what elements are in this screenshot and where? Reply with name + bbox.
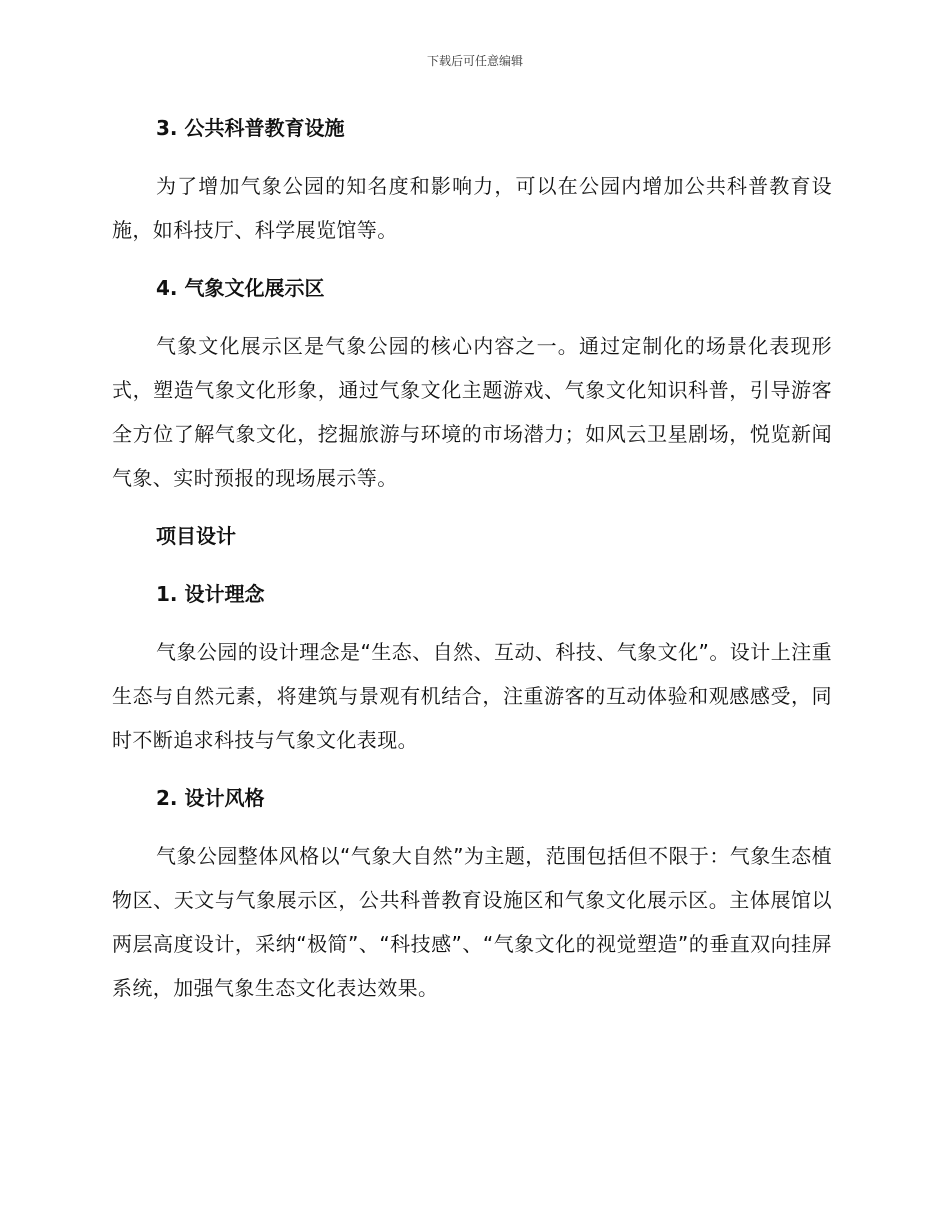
heading-culture-display-area: 4. 气象文化展示区 bbox=[156, 276, 325, 300]
paragraph-design-concept: 气象公园的设计理念是“生态、自然、互动、科技、气象文化”。设计上注重生态与自然元素，将建筑与景观有机结合，注重游客的互动体验和观感感受，同时不断追求科技与气象文化表现。 bbox=[112, 640, 832, 752]
page-header: 下载后可任意编辑 bbox=[426, 54, 523, 68]
heading-design-style: 2. 设计风格 bbox=[156, 786, 265, 810]
paragraph-design-style: 气象公园整体风格以“气象大自然”为主题，范围包括但不限于：气象生态植物区、天文与气象展示区，公共科普教育设施区和气象文化展示区。主体展馆以两层高度设计，采纳“极简”、“科技感”、“气象文化的视觉塑造”的垂直双向挂屏系统，加强气象生态文化表达效果。 bbox=[112, 844, 832, 1000]
paragraph-culture-display-area: 气象文化展示区是气象公园的核心内容之一。通过定制化的场景化表现形式，塑造气象文化形象，通过气象文化主题游戏、气象文化知识科普，引导游客全方位了解气象文化，挖掘旅游与环境的市场潜力；如风云卫星剧场，悦览新闻气象、实时预报的现场展示等。 bbox=[112, 334, 832, 490]
heading-design-concept: 1. 设计理念 bbox=[156, 582, 265, 606]
heading-public-science-facilities: 3. 公共科普教育设施 bbox=[156, 116, 345, 140]
paragraph-public-science-facilities: 为了增加气象公园的知名度和影响力，可以在公园内增加公共科普教育设施，如科技厅、科学展览馆等。 bbox=[112, 174, 832, 242]
heading-project-design: 项目设计 bbox=[156, 524, 236, 548]
document-body bbox=[112, 106, 832, 1010]
